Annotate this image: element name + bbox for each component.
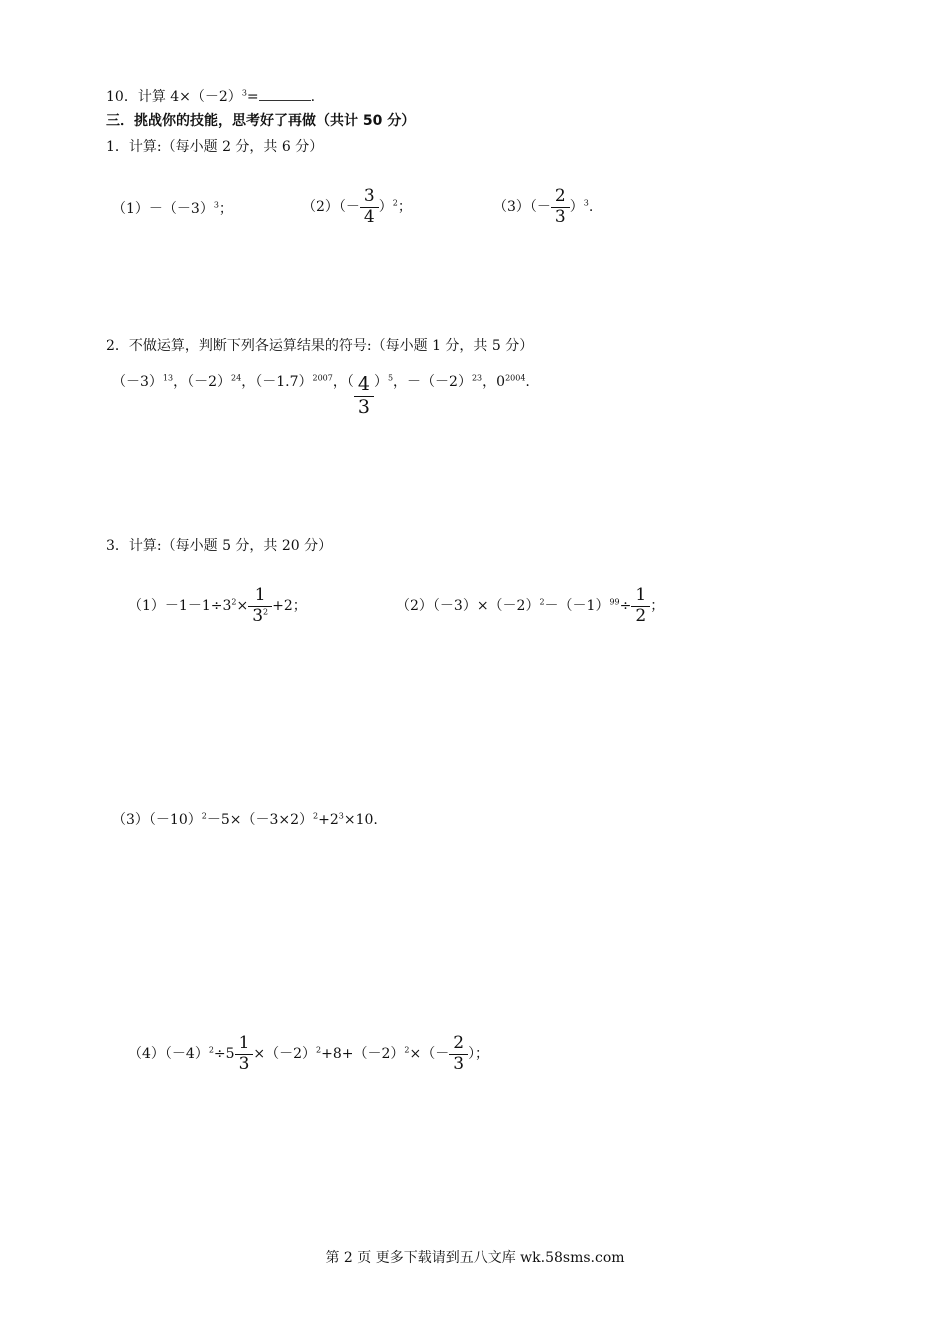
problem-1-title: 1．计算:（每小题 2 分，共 6 分） <box>106 139 324 155</box>
problem-3-item-2: $(2)(-3)\times(-2)^2-(-1)^{99}\div$ $\frac{1}{2}$ ； <box>396 585 665 626</box>
fraction: $\frac{1}{3^2}$ <box>250 586 270 626</box>
problem-3-title: 3．计算:（每小题 5 分，共 20 分） <box>106 538 333 554</box>
fraction: $\frac{1}{3}$ <box>237 1034 252 1074</box>
fraction: $\frac{2}{3}$ <box>451 1034 466 1074</box>
problem-1-item-3: （3）（－ $\frac{2}{3}$ ）$^3$. <box>493 186 594 227</box>
problem-1-item-1: $(1)-(-3)^3$； <box>112 200 233 217</box>
answer-blank[interactable] <box>259 88 311 101</box>
fraction: $\frac{4}{3}$ <box>356 374 372 419</box>
fraction: $\frac{1}{2}$ <box>633 586 648 626</box>
problem-2-title: 2．不做运算，判断下列各运算结果的符号:（每小题 1 分，共 5 分） <box>106 338 534 354</box>
problem-3-item-1: $(1)-1-1\div 3^2\times$ $\frac{1}{3^2}$ +2； <box>128 585 307 626</box>
fraction: $\frac{3}{4}$ <box>362 187 377 227</box>
problem-3-item-4: $(4)(-4)^2\div 5$ $\frac{1}{3}$ $\times(-2)^2+8+(-2)^2\times(-$ $\frac{2}{3}$ ）； <box>128 1033 490 1074</box>
question-10: 10．计算 $4\times(-2)^3=$ . <box>106 88 316 105</box>
problem-2-expressions: $(-3)^{13}$，$(-2)^{24}$，$(-1.7)^{2007}$，（ $\frac{4}{3}$ ）$^5$，$-(-2)^{23}$，$0^{2004}$. <box>112 373 530 418</box>
fraction: $\frac{2}{3}$ <box>553 187 568 227</box>
page-footer: 第 2 页 更多下载请到五八文库 wk.58sms.com <box>325 1250 625 1266</box>
problem-3-item-3: $(3)(-10)^2-5\times(-3\times 2)^2+2^3\times 10$. <box>112 811 378 828</box>
section-3-title: 三．挑战你的技能，思考好了再做（共计 50 分） <box>106 113 416 129</box>
problem-1-item-2: （2）（－ $\frac{3}{4}$ ）$^2$； <box>302 186 412 227</box>
